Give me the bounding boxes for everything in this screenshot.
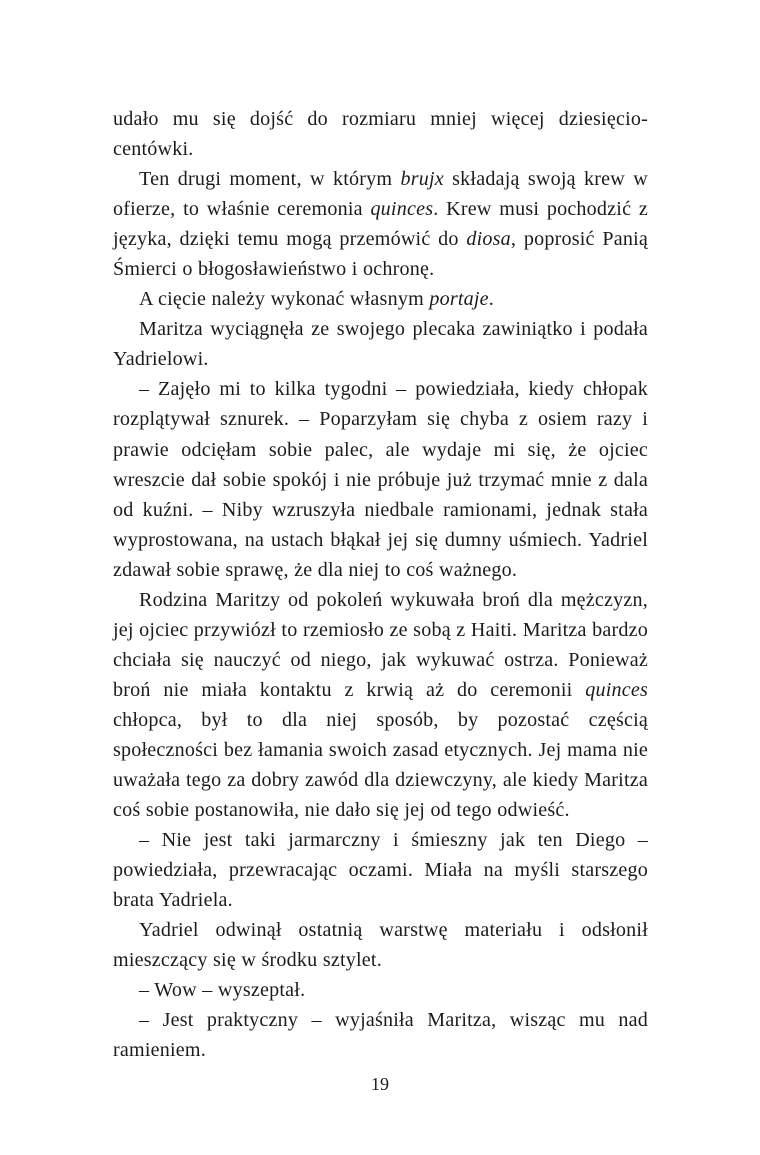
paragraph: udało mu się dojść do rozmiaru mniej więcej dziesięcio-centówki.	[113, 108, 648, 161]
paragraph: – Zajęło mi to kilka tygodni – powiedziała, kiedy chłopak rozplątywał sznurek. – Poparzyłam się chyba z osiem razy i prawie odcięłam sobie palec, ale wydaje mi się, że ojciec wreszcie dał sobie spokój i nie próbuje już trzymać mnie z dala od kuźni. – Niby wzruszyła niedbale ramionami, jednak stała wyprostowana, na ustach błąkał jej się dumny uśmiech. Yadriel zdawał sobie sprawę, że dla niej to coś ważnego.	[113, 378, 648, 581]
italic-term: brujx	[400, 168, 444, 191]
italic-term: diosa	[466, 228, 511, 251]
paragraph: A cięcie należy wykonać własnym portaje.	[139, 288, 495, 311]
paragraph: Maritza wyciągnęła ze swojego plecaka zawiniątko i podała Yadrielowi.	[113, 318, 648, 371]
paragraph: Rodzina Maritzy od pokoleń wykuwała broń dla mężczyzn, jej ojciec przywiózł to rzemiosło ze sobą z Haiti. Maritza bardzo chciała się nauczyć od niego, jak wykuwać ostrza. Ponieważ broń nie miała kontaktu z krwią aż do ceremonii quinces chłopca, był to dla niej sposób, by pozostać częścią społeczności bez łamania swoich zasad etycznych. Jej mama nie uważała tego za dobry zawód dla dziewczyny, ale kiedy Maritza coś sobie postanowiła, nie dało się jej od tego odwieść.	[113, 588, 648, 822]
paragraph: Ten drugi moment, w którym brujx składają swoją krew w ofierze, to właśnie ceremonia quinces. Krew musi pochodzić z języka, dzięki temu mogą przemówić do diosa, poprosić Panią Śmierci o błogosławieństwo i ochronę.	[113, 168, 649, 281]
italic-term: quinces	[585, 678, 648, 701]
paragraph: – Jest praktyczny – wyjaśniła Maritza, wisząc mu nad ramieniem.	[113, 1009, 648, 1062]
italic-term: portaje	[429, 288, 489, 311]
italic-term: quinces	[370, 198, 434, 221]
page-text-block	[113, 104, 648, 1066]
paragraph: – Nie jest taki jarmarczny i śmieszny jak ten Diego – powiedziała, przewracając oczami. Miała na myśli starszego brata Yadriela.	[113, 829, 648, 912]
paragraph: Yadriel odwinął ostatnią warstwę materiału i odsłonił mieszczący się w środku sztylet.	[113, 919, 648, 972]
paragraph: – Wow – wyszeptał.	[139, 979, 306, 1002]
page-number: 19	[371, 1074, 389, 1094]
